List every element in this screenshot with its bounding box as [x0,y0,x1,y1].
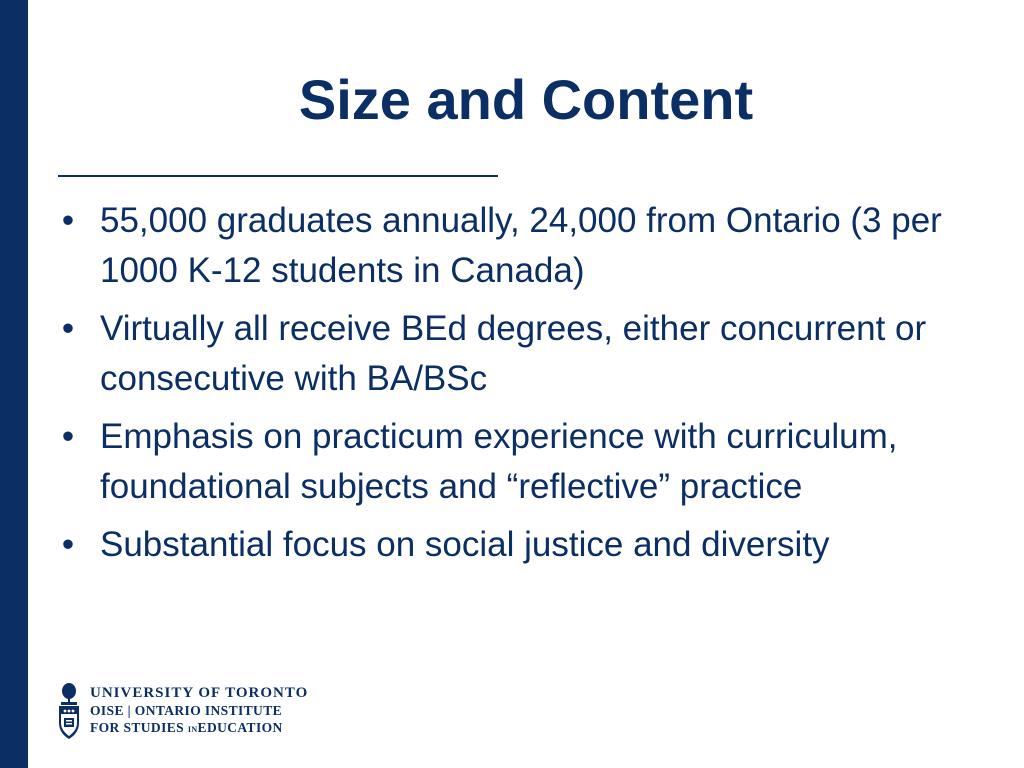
logo-line3-part-a: FOR STUDIES [90,719,185,735]
bullet-item [58,412,998,512]
bullet-text: Emphasis on practicum experience with curriculum, foundational subjects and “reflective” practice [100,417,898,506]
bullet-item [58,304,998,404]
bullet-symbol: • [61,201,75,240]
logo-wordmark [90,685,308,738]
title-divider [58,175,498,177]
bullet-item [58,520,998,570]
logo-university-name: UNIVERSITY OF TORONTO [90,684,309,701]
bullet-symbol: • [61,525,75,564]
bullet-text: Virtually all receive BEd degrees, either concurrent or consecutive with BA/BSc [100,309,927,398]
bullet-symbol: • [61,309,75,348]
bullet-item [58,196,998,296]
left-accent-bar [0,0,28,768]
bullet-list [58,196,998,578]
bullet-text: 55,000 graduates annually, 24,000 from Ontario (3 per 1000 K-12 students in Canada) [100,201,942,290]
bullet-text: Substantial focus on social justice and diversity [100,525,830,564]
logo-institute-name: OISE | ONTARIO INSTITUTE [90,702,283,718]
oise-logo [56,680,308,742]
slide-title: Size and Content [298,68,754,131]
logo-line3-part-b: EDUCATION [197,719,283,735]
university-crest-icon [56,681,82,741]
logo-institute-subtitle [90,719,308,738]
bullet-symbol: • [61,417,75,456]
logo-line3-small: IN [187,724,198,734]
